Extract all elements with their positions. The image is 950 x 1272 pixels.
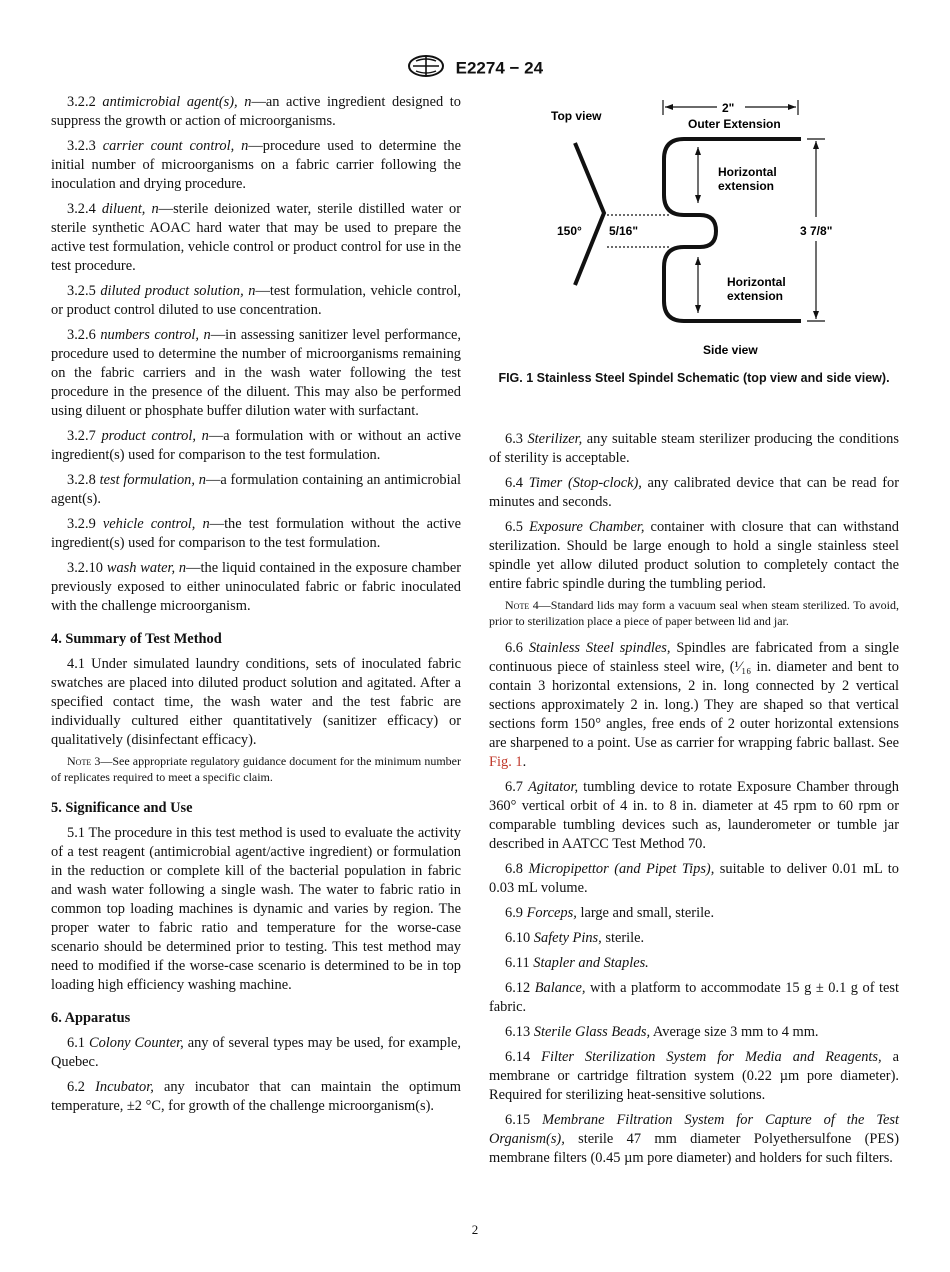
paragraph-6-11: 6.11 Stapler and Staples.: [505, 955, 649, 971]
paragraph-6-5: 6.5 Exposure Chamber, container with closure that can withstand sterilization. Should be large enough to hold a single stainless steel spindle yet allow diluted product solution to completely contact the entire fabric spindle during the tumbling period.: [489, 519, 899, 592]
definition-3-2-9: 3.2.9 vehicle control, n—the test formulation without the active ingredient(s) used for comparison to the test formulation.: [51, 516, 461, 551]
note-3: Note 3—See appropriate regulatory guidance document for the minimum number of replicates required to meet a specific claim.: [51, 754, 461, 784]
horizontal-extension-lower-line2: extension: [727, 289, 784, 303]
page-number: 2: [471, 1222, 479, 1237]
spindle-schematic: [489, 95, 899, 363]
figure-1-link[interactable]: Fig. 1: [489, 754, 523, 770]
side-view-label: Side view: [703, 343, 758, 357]
paragraph-5-1: 5.1 The procedure in this test method is used to evaluate the activity of a test reagent (antimicrobial agent/active ingredient) or formulation in the reduction or complete kill of the bacterial population in fabric and wash water following a single wash. The water to fabric ratio in common top loading machines is dynamic and varies by region. The proper water to fabric ratio and temperature for the worse-case scenario should be determined prior to testing. This test method may need to modified if the worse-case scenario is determined to be in top loading high efficiency washing machine.: [51, 825, 461, 993]
left-column: [51, 93, 461, 1122]
angle-label: 150°: [557, 224, 582, 238]
width-dimension-label: 2": [722, 101, 735, 115]
paragraph-6-8: 6.8 Micropipettor (and Pipet Tips), suitable to deliver 0.01 mL to 0.03 mL volume.: [489, 861, 899, 896]
section-6-heading: 6. Apparatus: [51, 1010, 131, 1026]
definition-3-2-8: 3.2.8 test formulation, n—a formulation containing an antimicrobial agent(s).: [51, 472, 461, 507]
paragraph-6-14: 6.14 Filter Sterilization System for Media and Reagents, a membrane or cartridge filtration system (0.22 µm pore diameter). Required for sterilizing heat-sensitive solutions.: [489, 1049, 899, 1103]
definition-3-2-10: 3.2.10 wash water, n—the liquid contained in the exposure chamber previously exposed to either uninoculated fabric or fabric inoculated with the challenge microorganism.: [51, 560, 461, 614]
paragraph-6-10: 6.10 Safety Pins, sterile.: [505, 930, 645, 946]
section-5-heading: 5. Significance and Use: [51, 800, 193, 816]
definition-3-2-6: 3.2.6 numbers control, n—in assessing sanitizer level performance, procedure used to determine the number of microorganisms remaining on the fabric carriers and in the wash water following the test procedure in the presence of the diluent. This may also be performed using diluent or phosphate buffer dilution water with surfactant.: [51, 327, 461, 419]
astm-logo-icon: [407, 55, 445, 82]
section-4-heading: 4. Summary of Test Method: [51, 631, 222, 647]
paragraph-6-4: 6.4 Timer (Stop-clock), any calibrated device that can be read for minutes and seconds.: [489, 475, 899, 510]
paragraph-6-6: 6.6 Stainless Steel spindles, Spindles are fabricated from a single continuous piece of stainless steel wire, (¹⁄₁₆ in. diameter and bent to contain 3 horizontal extensions, 2 in. long connected by 2 vertical sections approximately 2 in. long.) They are shaped so that vertical sections form 150° angles, free ends of 2 outer horizontal extensions are sharpened to a point. Use as carrier for wrapping fabric ballast. See Fig. 1.: [489, 640, 899, 770]
definition-3-2-5: 3.2.5 diluted product solution, n—test formulation, vehicle control, or product control diluted to use concentration.: [51, 283, 461, 318]
paragraph-6-7: 6.7 Agitator, tumbling device to rotate Exposure Chamber through 360° vertical orbit of 4 in. to 8 in. diameter at 45 rpm to 60 rpm or comparable tumbling devices such as, launderometer or tumble jar described in AATCC Test Method 70.: [489, 779, 899, 852]
height-dimension-label: 3 7/8": [800, 224, 833, 238]
top-view-label: Top view: [551, 109, 602, 123]
paragraph-4-1: 4.1 Under simulated laundry conditions, sets of inoculated fabric swatches are placed into diluted product solution and agitated. After a specified contact time, the wash water and the test fabric are individually cultured either quantitatively (sanitizer efficacy) or qualitatively (disinfectant efficacy).: [51, 656, 461, 748]
gap-label: 5/16": [609, 224, 639, 238]
paragraph-6-9: 6.9 Forceps, large and small, sterile.: [505, 905, 715, 921]
paragraph-6-12: 6.12 Balance, with a platform to accommodate 15 g ± 0.1 g of test fabric.: [489, 980, 899, 1015]
figure-caption: FIG. 1 Stainless Steel Spindel Schematic (top view and side view).: [498, 371, 890, 385]
paragraph-6-13: 6.13 Sterile Glass Beads, Average size 3 mm to 4 mm.: [505, 1024, 819, 1040]
top-view-wire: [575, 143, 604, 285]
figure-1: [489, 95, 899, 386]
right-column: [489, 430, 899, 1174]
paragraph-6-2: 6.2 Incubator, any incubator that can maintain the optimum temperature, ±2 °C, for growth of the challenge microorganism(s).: [51, 1079, 461, 1114]
horizontal-extension-upper-line1: Horizontal: [718, 165, 777, 179]
page-header: [0, 55, 950, 82]
definition-3-2-7: 3.2.7 product control, n—a formulation with or without an active ingredient(s) used for comparison to the test formulation.: [51, 428, 461, 463]
definition-3-2-2: 3.2.2 antimicrobial agent(s), n—an active ingredient designed to suppress the growth or action of microorganisms.: [51, 94, 461, 129]
definition-3-2-4: 3.2.4 diluent, n—sterile deionized water, sterile distilled water or sterile synthetic AOAC hard water that may be used to prepare the active test formulation, vehicle control or product control for use in the test procedure.: [51, 201, 461, 274]
note-4: Note 4—Standard lids may form a vacuum seal when steam sterilized. To avoid, prior to sterilization place a piece of paper between lid and jar.: [489, 598, 899, 628]
document-designation: E2274 − 24: [455, 58, 544, 78]
horizontal-extension-upper-line2: extension: [718, 179, 775, 193]
outer-extension-label: Outer Extension: [688, 117, 781, 131]
horizontal-extension-lower-line1: Horizontal: [727, 275, 786, 289]
paragraph-6-15: 6.15 Membrane Filtration System for Capture of the Test Organism(s), sterile 47 mm diameter Polyethersulfone (PES) membrane filters (0.45 µm pore diameter) and holders for such filters.: [489, 1112, 899, 1166]
paragraph-6-3: 6.3 Sterilizer, any suitable steam sterilizer producing the conditions of sterility is acceptable.: [489, 431, 899, 466]
paragraph-6-1: 6.1 Colony Counter, any of several types may be used, for example, Quebec.: [51, 1035, 461, 1070]
definition-3-2-3: 3.2.3 carrier count control, n—procedure used to determine the initial number of microorganisms on a fabric carrier following the inoculation and drying procedure.: [51, 138, 461, 192]
